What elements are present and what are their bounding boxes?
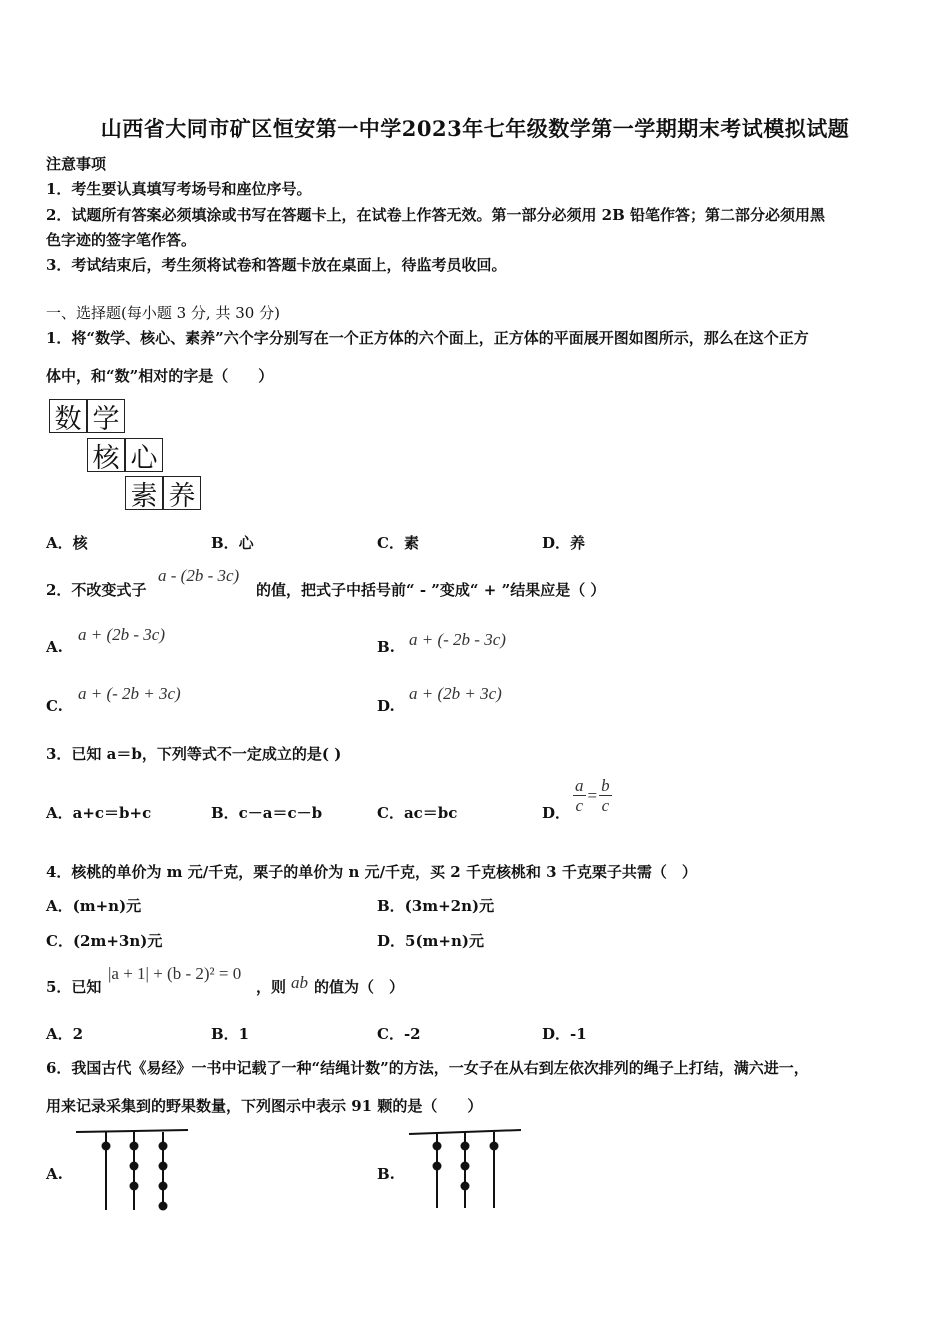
- knot-rope-figure-a[interactable]: [72, 1126, 192, 1216]
- hanging-ropes: [102, 1132, 168, 1211]
- net-cell-xue: 学: [87, 399, 125, 433]
- knot-rope-figure-b[interactable]: [405, 1126, 525, 1216]
- q5-option-d[interactable]: D．-1: [542, 1025, 587, 1043]
- q5-suffix: 的值为（ ）: [314, 978, 405, 996]
- q2-option-d-expr[interactable]: a + (2b + 3c): [409, 684, 502, 703]
- q5-option-a[interactable]: A．2: [46, 1025, 84, 1043]
- q2-option-a-label[interactable]: A.: [46, 638, 63, 656]
- fraction-b-over-c: [599, 776, 612, 815]
- knot: [130, 1182, 139, 1191]
- q1-text-line-1: 1．将“数学、核心、素养”六个字分别写在一个正方体的六个面上，正方体的平面展开图如图所示，那么在这个正方: [46, 329, 809, 347]
- net-cell-he: 核: [87, 438, 125, 472]
- q2-option-b-expr[interactable]: a + (- 2b - 3c): [409, 630, 506, 649]
- q4-option-a[interactable]: A．(m+n)元: [46, 897, 142, 915]
- knot: [159, 1162, 168, 1171]
- q6-option-a-label[interactable]: A.: [46, 1165, 63, 1183]
- knot: [102, 1142, 111, 1151]
- notice-item-2-line-2: 色字迹的签字笔作答。: [46, 231, 197, 249]
- q5-middle: ，则: [256, 978, 287, 996]
- q2-prefix: 2．不改变式子: [46, 581, 147, 599]
- notice-item-1: 1．考生要认真填写考场号和座位序号。: [46, 180, 312, 198]
- net-cell-xin: 心: [125, 438, 163, 472]
- q3-option-d-equation[interactable]: [573, 776, 612, 815]
- q3-option-c[interactable]: C．ac＝bc: [377, 804, 458, 822]
- knot: [433, 1142, 442, 1151]
- fraction-numerator: b: [601, 776, 610, 795]
- q2-option-d-label[interactable]: D.: [377, 697, 395, 715]
- top-rope: [76, 1130, 188, 1132]
- q1-text-line-2: 体中，和“数”相对的字是（ ）: [46, 367, 274, 385]
- q4-text: 4．核桃的单价为 m 元/千克，栗子的单价为 n 元/千克，买 2 千克核桃和 3 千克栗子共需（ ）: [46, 863, 697, 881]
- knot: [461, 1182, 470, 1191]
- knot: [461, 1142, 470, 1151]
- fraction-a-over-c: [573, 776, 586, 815]
- q5-variable: ab: [291, 973, 308, 992]
- knot: [159, 1142, 168, 1151]
- q3-option-d[interactable]: D．: [542, 804, 571, 822]
- q5-prefix: 5．已知: [46, 978, 102, 996]
- notice-item-3: 3．考试结束后，考生须将试卷和答题卡放在桌面上，待监考员收回。: [46, 256, 507, 274]
- q4-option-c[interactable]: C．(2m+3n)元: [46, 932, 163, 950]
- fraction-denominator: c: [601, 796, 610, 815]
- knot: [130, 1142, 139, 1151]
- notice-heading: 注意事项: [46, 155, 107, 173]
- q5-option-b[interactable]: B．1: [211, 1025, 250, 1043]
- knot: [433, 1162, 442, 1171]
- knot: [490, 1142, 499, 1151]
- q4-option-b[interactable]: B．(3m+2n)元: [377, 897, 495, 915]
- q1-option-b[interactable]: B．心: [211, 534, 254, 552]
- hanging-ropes: [433, 1132, 499, 1208]
- knot: [159, 1182, 168, 1191]
- section-heading: 一、选择题(每小题 3 分, 共 30 分): [46, 304, 280, 322]
- notice-item-2-line-1: 2．试题所有答案必须填涂或书写在答题卡上，在试卷上作答无效。第一部分必须用 2B 铅笔作答；第二部分必须用黑: [46, 206, 826, 224]
- q6-option-b-label[interactable]: B.: [377, 1165, 395, 1183]
- q6-text-line-1: 6．我国古代《易经》一书中记载了一种“结绳计数”的方法，一女子在从右到左依次排列的绳子上打结，满六进一，: [46, 1059, 809, 1077]
- q2-expression: a - (2b - 3c): [158, 566, 240, 585]
- net-cell-su: 素: [125, 476, 163, 510]
- equals-sign: =: [587, 785, 598, 805]
- q5-option-c[interactable]: C．-2: [377, 1025, 421, 1043]
- q2-suffix: 的值，把式子中括号前“ - ”变成“ + ”结果应是（ ）: [256, 581, 606, 599]
- q3-text: 3．已知 a＝b，下列等式不一定成立的是( ): [46, 745, 342, 763]
- q6-text-line-2: 用来记录采集到的野果数量，下列图示中表示 91 颗的是（ ）: [46, 1097, 483, 1115]
- q2-option-b-label[interactable]: B.: [377, 638, 395, 656]
- q5-expression: |a + 1| + (b - 2)² = 0: [108, 964, 242, 983]
- q2-option-c-label[interactable]: C.: [46, 697, 63, 715]
- q1-option-c[interactable]: C．素: [377, 534, 419, 552]
- q3-option-a[interactable]: A．a+c＝b+c: [46, 804, 152, 822]
- net-cell-shu: 数: [49, 399, 87, 433]
- q1-option-a[interactable]: A．核: [46, 534, 88, 552]
- q2-option-a-expr[interactable]: a + (2b - 3c): [78, 625, 166, 644]
- page-title: 山西省大同市矿区恒安第一中学2023年七年级数学第一学期期末考试模拟试题: [100, 116, 850, 141]
- q4-option-d[interactable]: D．5(m+n)元: [377, 932, 484, 950]
- knot: [130, 1162, 139, 1171]
- q2-option-c-expr[interactable]: a + (- 2b + 3c): [78, 684, 181, 703]
- knot: [159, 1202, 168, 1211]
- q1-option-d[interactable]: D．养: [542, 534, 586, 552]
- fraction-denominator: c: [575, 796, 584, 815]
- q3-option-b[interactable]: B．c－a＝c－b: [211, 804, 323, 822]
- knot: [461, 1162, 470, 1171]
- fraction-numerator: a: [575, 776, 584, 795]
- net-cell-yang: 养: [163, 476, 201, 510]
